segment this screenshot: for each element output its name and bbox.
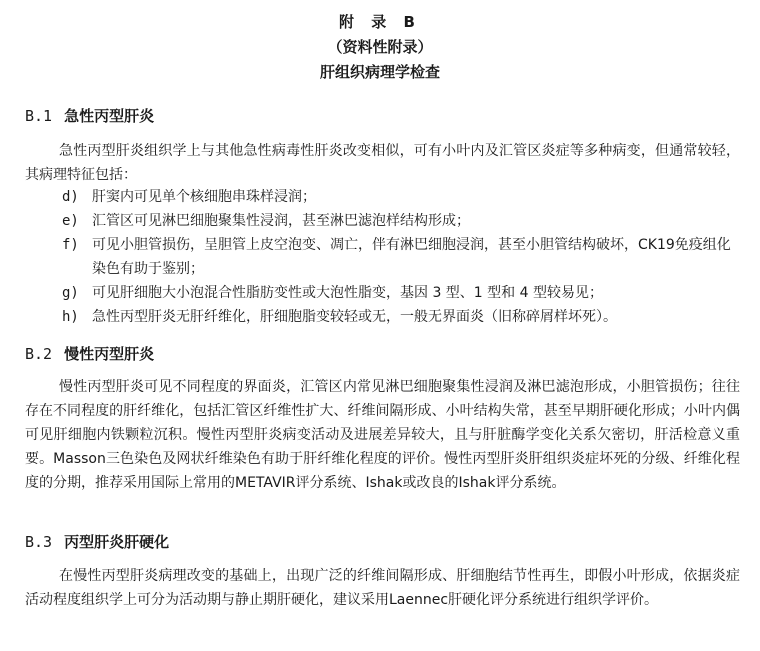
- section-number: B.1: [25, 107, 53, 125]
- list-item: [62, 281, 734, 305]
- section-b3-body: 在慢性丙型肝炎病理改变的基础上，出现广泛的纤维间隔形成、肝细胞结节性再生，即假小叶形成，依据炎症活动程度组织学上可分为活动期与静止期肝硬化，建议采用Laennec肝硬化评分系统进行组织学评价。: [25, 568, 740, 608]
- list-item: [62, 233, 734, 281]
- section-heading-b1: [25, 105, 154, 126]
- list-marker: g): [62, 285, 79, 301]
- list-item: [62, 305, 734, 329]
- list-text: 急性丙型肝炎无肝纤维化，肝细胞脂变较轻或无，一般无界面炎（旧称碎屑样坏死）。: [92, 309, 617, 325]
- section-heading-b2: [25, 343, 154, 364]
- appendix-label: 附 录 B: [339, 13, 421, 31]
- list-text: 肝窦内可见单个核细胞串珠样浸润；: [92, 189, 316, 205]
- section-title: 慢性丙型肝炎: [64, 345, 155, 363]
- list-item: [62, 185, 734, 209]
- appendix-title: 肝组织病理学检查: [319, 63, 440, 81]
- list-marker: d): [62, 189, 79, 205]
- section-number: B.3: [25, 533, 53, 551]
- list-item: [62, 209, 734, 233]
- section-b2-body: 慢性丙型肝炎可见不同程度的界面炎，汇管区内常见淋巴细胞聚集性浸润及淋巴滤泡形成，小胆管损伤；往往存在不同程度的肝纤维化，包括汇管区纤维性扩大、纤维间隔形成、小叶结构失常，甚至早期肝硬化形成；小叶内偶可见肝细胞内铁颗粒沉积。慢性丙型肝炎病变活动及进展差异较大，且与肝脏酶学变化关系欠密切，肝活检意义重要。Masson三色染色及网状纤维染色有助于肝纤维化程度的评价。慢性丙型肝炎肝组织炎症坏死的分级、纤维化程度的分期，推荐采用国际上常用的METAVIR评分系统、Ishak或改良的Ishak评分系统。: [25, 379, 740, 491]
- list-marker: e): [62, 213, 79, 229]
- list-text: 汇管区可见淋巴细胞聚集性浸润，甚至淋巴滤泡样结构形成；: [92, 213, 470, 229]
- list-marker: h): [62, 309, 79, 325]
- section-number: B.2: [25, 345, 53, 363]
- appendix-note: （资料性附录）: [327, 38, 433, 56]
- section-title: 丙型肝炎肝硬化: [64, 533, 170, 551]
- list-text: 可见肝细胞大小泡混合性脂肪变性或大泡性脂变，基因 3 型、1 型和 4 型较易见；: [92, 285, 603, 301]
- section-b1-intro: 急性丙型肝炎组织学上与其他急性病毒性肝炎改变相似，可有小叶内及汇管区炎症等多种病变，但通常较轻，其病理特征包括：: [25, 143, 740, 183]
- section-heading-b3: [25, 531, 169, 552]
- list-text: 可见小胆管损伤，呈胆管上皮空泡变、凋亡，伴有淋巴细胞浸润，甚至小胆管结构破坏，CK19免疫组化染色有助于鉴别；: [92, 237, 731, 277]
- list-marker: f): [62, 237, 79, 253]
- section-title: 急性丙型肝炎: [64, 107, 155, 125]
